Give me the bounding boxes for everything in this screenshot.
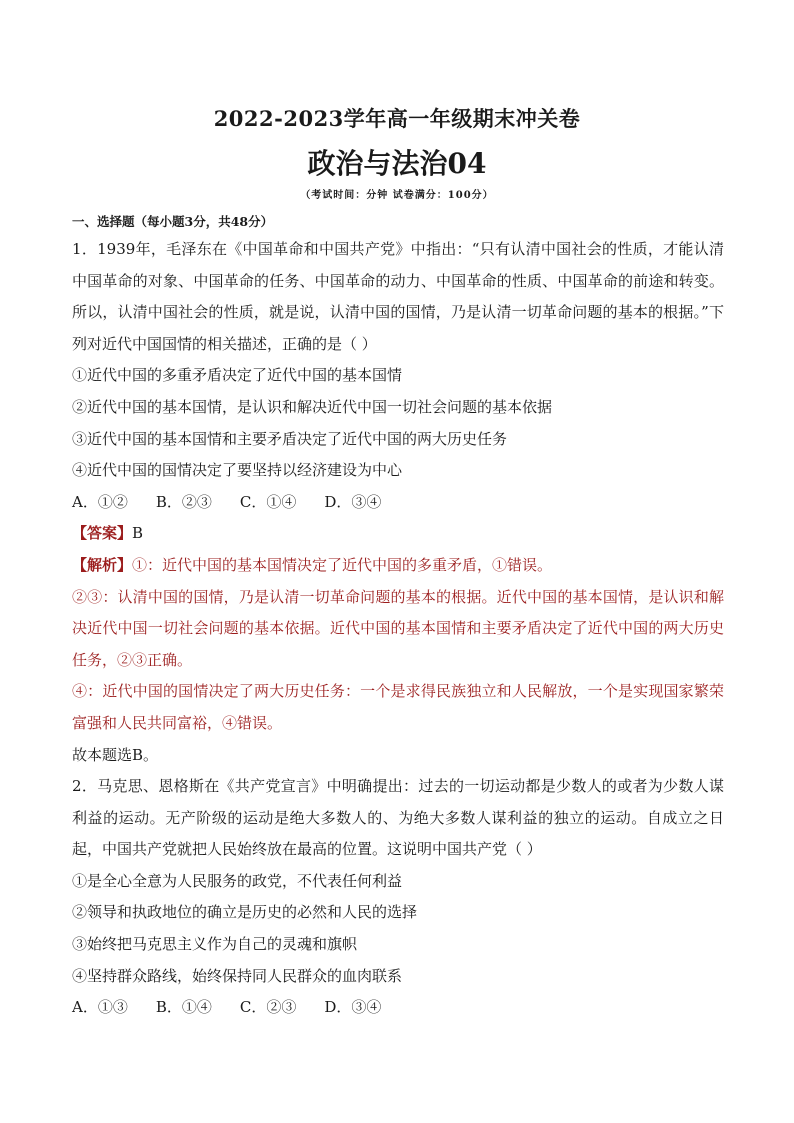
question-1-option-b: B．②③ [155, 492, 212, 511]
question-2-option-c: C．②③ [239, 998, 297, 1017]
question-2-statement-4: ④坚持群众路线，始终保持同人民群众的血肉联系 [72, 966, 403, 985]
question-2-option-a: A．①③ [72, 998, 128, 1017]
answer-value: B [132, 524, 144, 543]
question-1-option-c: C．①④ [239, 492, 297, 511]
question-1-statement-2: ②近代中国的基本国情，是认识和解决近代中国一切社会问题的基本依据 [72, 397, 553, 416]
question-1-analysis-1 [72, 550, 724, 582]
question-content [72, 234, 724, 1024]
question-1-statement-1: ①近代中国的多重矛盾决定了近代中国的基本国情 [72, 366, 403, 385]
question-1-statement-4: ④近代中国的国情决定了要坚持以经济建设为中心 [72, 461, 403, 480]
question-2-option-d: D．③④ [324, 998, 382, 1017]
question-2-options [72, 992, 724, 1024]
exam-subtitle: 政治与法治04 [307, 147, 487, 180]
question-1-answer [72, 518, 724, 550]
question-2-statement-1: ①是全心全意为人民服务的政党，不代表任何利益 [72, 871, 403, 890]
question-2-statement-2: ②领导和执政地位的确立是历史的必然和人民的选择 [72, 903, 418, 922]
question-1-options [72, 487, 724, 519]
section-heading: 一、选择题（每小题3分，共48分） [72, 214, 274, 229]
question-1-analysis-3: ④：近代中国的国情决定了两大历史任务：一个是求得民族独立和人民解放，一个是实现国家繁荣富强和人民共同富裕，④错误。 [72, 682, 724, 732]
question-2-stem: 2．马克思、恩格斯在《共产党宣言》中明确提出：过去的一切运动都是少数人的或者为少数人谋利益的运动。无产阶级的运动是绝大多数人的、为绝大多数人谋利益的独立的运动。自成立之日起，中国共产党就把人民始终放在最高的位置。这说明中国共产党（ ） [72, 777, 724, 859]
exam-info: （考试时间：分钟 试卷满分：100分） [300, 190, 494, 201]
question-1-analysis-2: ②③：认清中国的国情，乃是认清一切革命问题的基本的根据。近代中国的基本国情，是认识和解决近代中国一切社会问题的基本依据。近代中国的基本国情和主要矛盾决定了近代中国的两大历史任务，②③正确。 [72, 587, 724, 669]
analysis-label: 【解析】 [72, 555, 133, 574]
question-1-option-a: A．①② [72, 492, 128, 511]
analysis-text-1: ①：近代中国的基本国情决定了近代中国的多重矛盾，①错误。 [132, 555, 553, 574]
answer-label: 【答案】 [72, 524, 133, 543]
question-2-statement-3: ③始终把马克思主义作为自己的灵魂和旗帜 [72, 935, 358, 954]
question-1-statement-3: ③近代中国的基本国情和主要矛盾决定了近代中国的两大历史任务 [72, 429, 508, 448]
question-1-stem: 1．1939年，毛泽东在《中国革命和中国共产党》中指出：“只有认清中国社会的性质，才能认清中国革命的对象、中国革命的任务、中国革命的动力、中国革命的性质、中国革命的前途和转变。所以，认清中国社会的性质，就是说，认清中国的国情，乃是认清一切革命问题的基本的根据。”下列对近代中国国情的相关描述，正确的是（ ） [72, 240, 724, 353]
question-1-conclusion: 故本题选B。 [72, 745, 159, 764]
question-1-option-d: D．③④ [324, 492, 382, 511]
question-2-option-b: B．①④ [155, 998, 212, 1017]
exam-title: 2022-2023学年高一年级期末冲关卷 [213, 106, 581, 131]
